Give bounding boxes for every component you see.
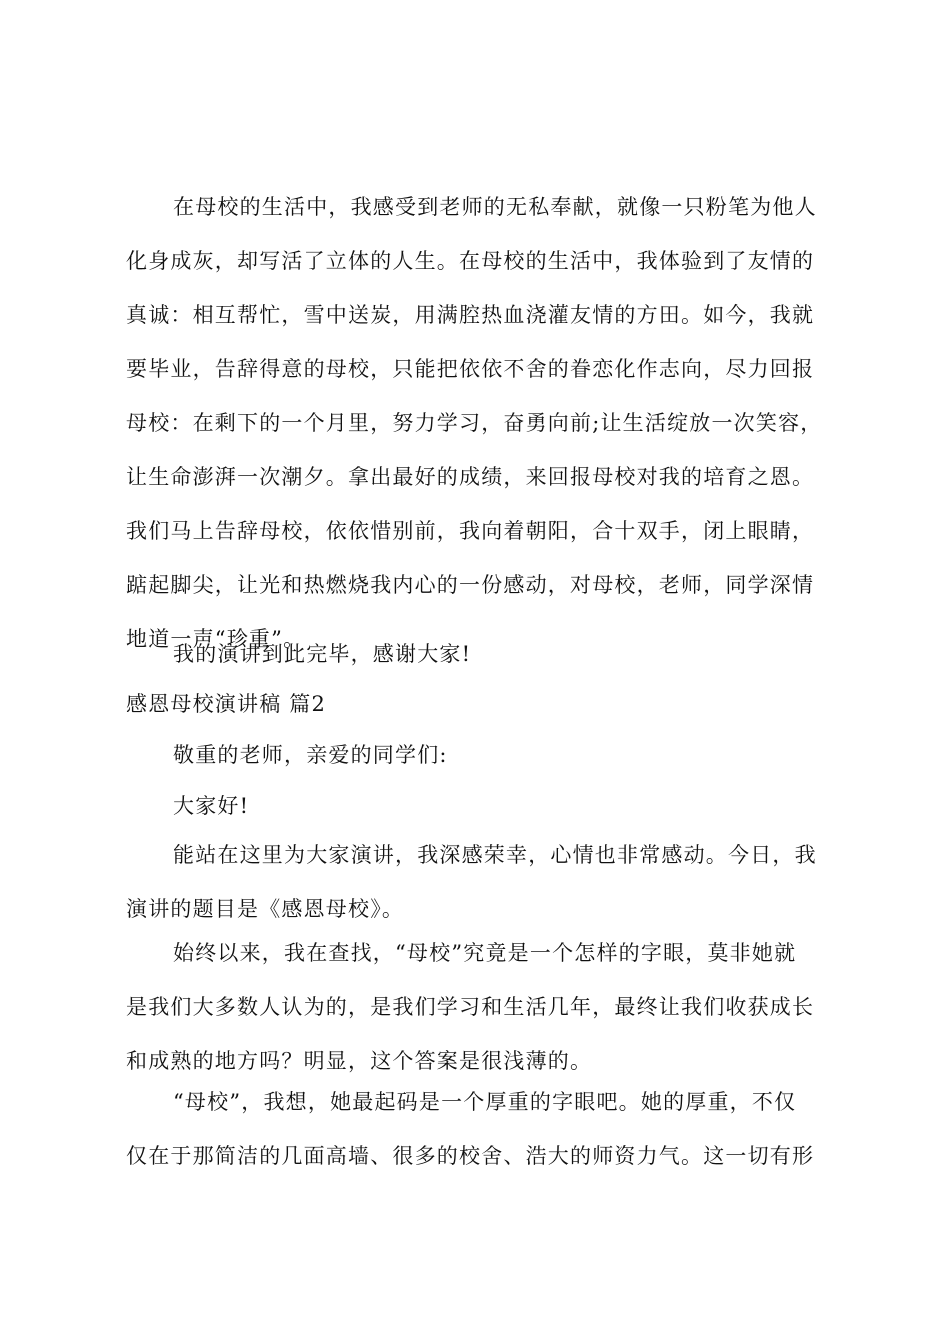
text-line: 地道一声“珍重”。 [126, 627, 306, 651]
text-line: 大家好! [173, 794, 250, 818]
text-line: 能站在这里为大家演讲，我深感荣幸，心情也非常感动。今日，我 [173, 843, 817, 867]
paragraph-alma-mater-weight [126, 1075, 832, 1183]
text-line: 要毕业，告辞得意的母校，只能把依依不舍的眷恋化作志向，尽力回报 [126, 357, 815, 381]
text-line: 仅在于那简洁的几面高墙、很多的校舍、浩大的师资力气。这一切有形 [126, 1144, 815, 1168]
paragraph-introduction [126, 828, 832, 936]
text-line: 演讲的题目是《感恩母校》。 [126, 897, 405, 921]
text-line: 敬重的老师，亲爱的同学们: [173, 743, 448, 767]
text-line: 踮起脚尖，让光和热燃烧我内心的一份感动，对母校，老师，同学深情 [126, 573, 815, 597]
section-heading: 感恩母校演讲稿 篇2 [126, 692, 327, 716]
text-line: 母校：在剩下的一个月里，努力学习，奋勇向前;让生活绽放一次笑容， [126, 411, 823, 435]
text-line: 化身成灰，却写活了立体的人生。在母校的生活中，我体验到了友情的 [126, 249, 815, 273]
text-line: 让生命澎湃一次潮夕。拿出最好的成绩，来回报母校对我的培育之恩。 [126, 465, 815, 489]
text-line: 在母校的生活中，我感受到老师的无私奉献，就像一只粉笔为他人 [173, 195, 817, 219]
text-line: 我们马上告辞母校，依依惜别前，我向着朝阳，合十双手，闭上眼睛， [126, 519, 815, 543]
text-line: 真诚：相互帮忙，雪中送炭，用满腔热血浇灌友情的方田。如今，我就 [126, 303, 815, 327]
paragraph-closing-reflection [126, 180, 832, 666]
text-line: 始终以来，我在查找，“母校”究竟是一个怎样的字眼，莫非她就 [173, 941, 797, 965]
text-line: 和成熟的地方吗？明显，这个答案是很浅薄的。 [126, 1049, 593, 1073]
paragraph-salutation [126, 728, 832, 782]
paragraph-greeting [126, 779, 832, 833]
text-line: “母校”，我想，她最起码是一个厚重的字眼吧。她的厚重，不仅 [173, 1090, 797, 1114]
paragraph-meaning-question [126, 926, 832, 1088]
text-line: 我的演讲到此完毕，感谢大家! [173, 642, 472, 666]
text-line: 是我们大多数人认为的，是我们学习和生活几年，最终让我们收获成长 [126, 995, 815, 1019]
paragraph-speech-end [126, 627, 832, 681]
